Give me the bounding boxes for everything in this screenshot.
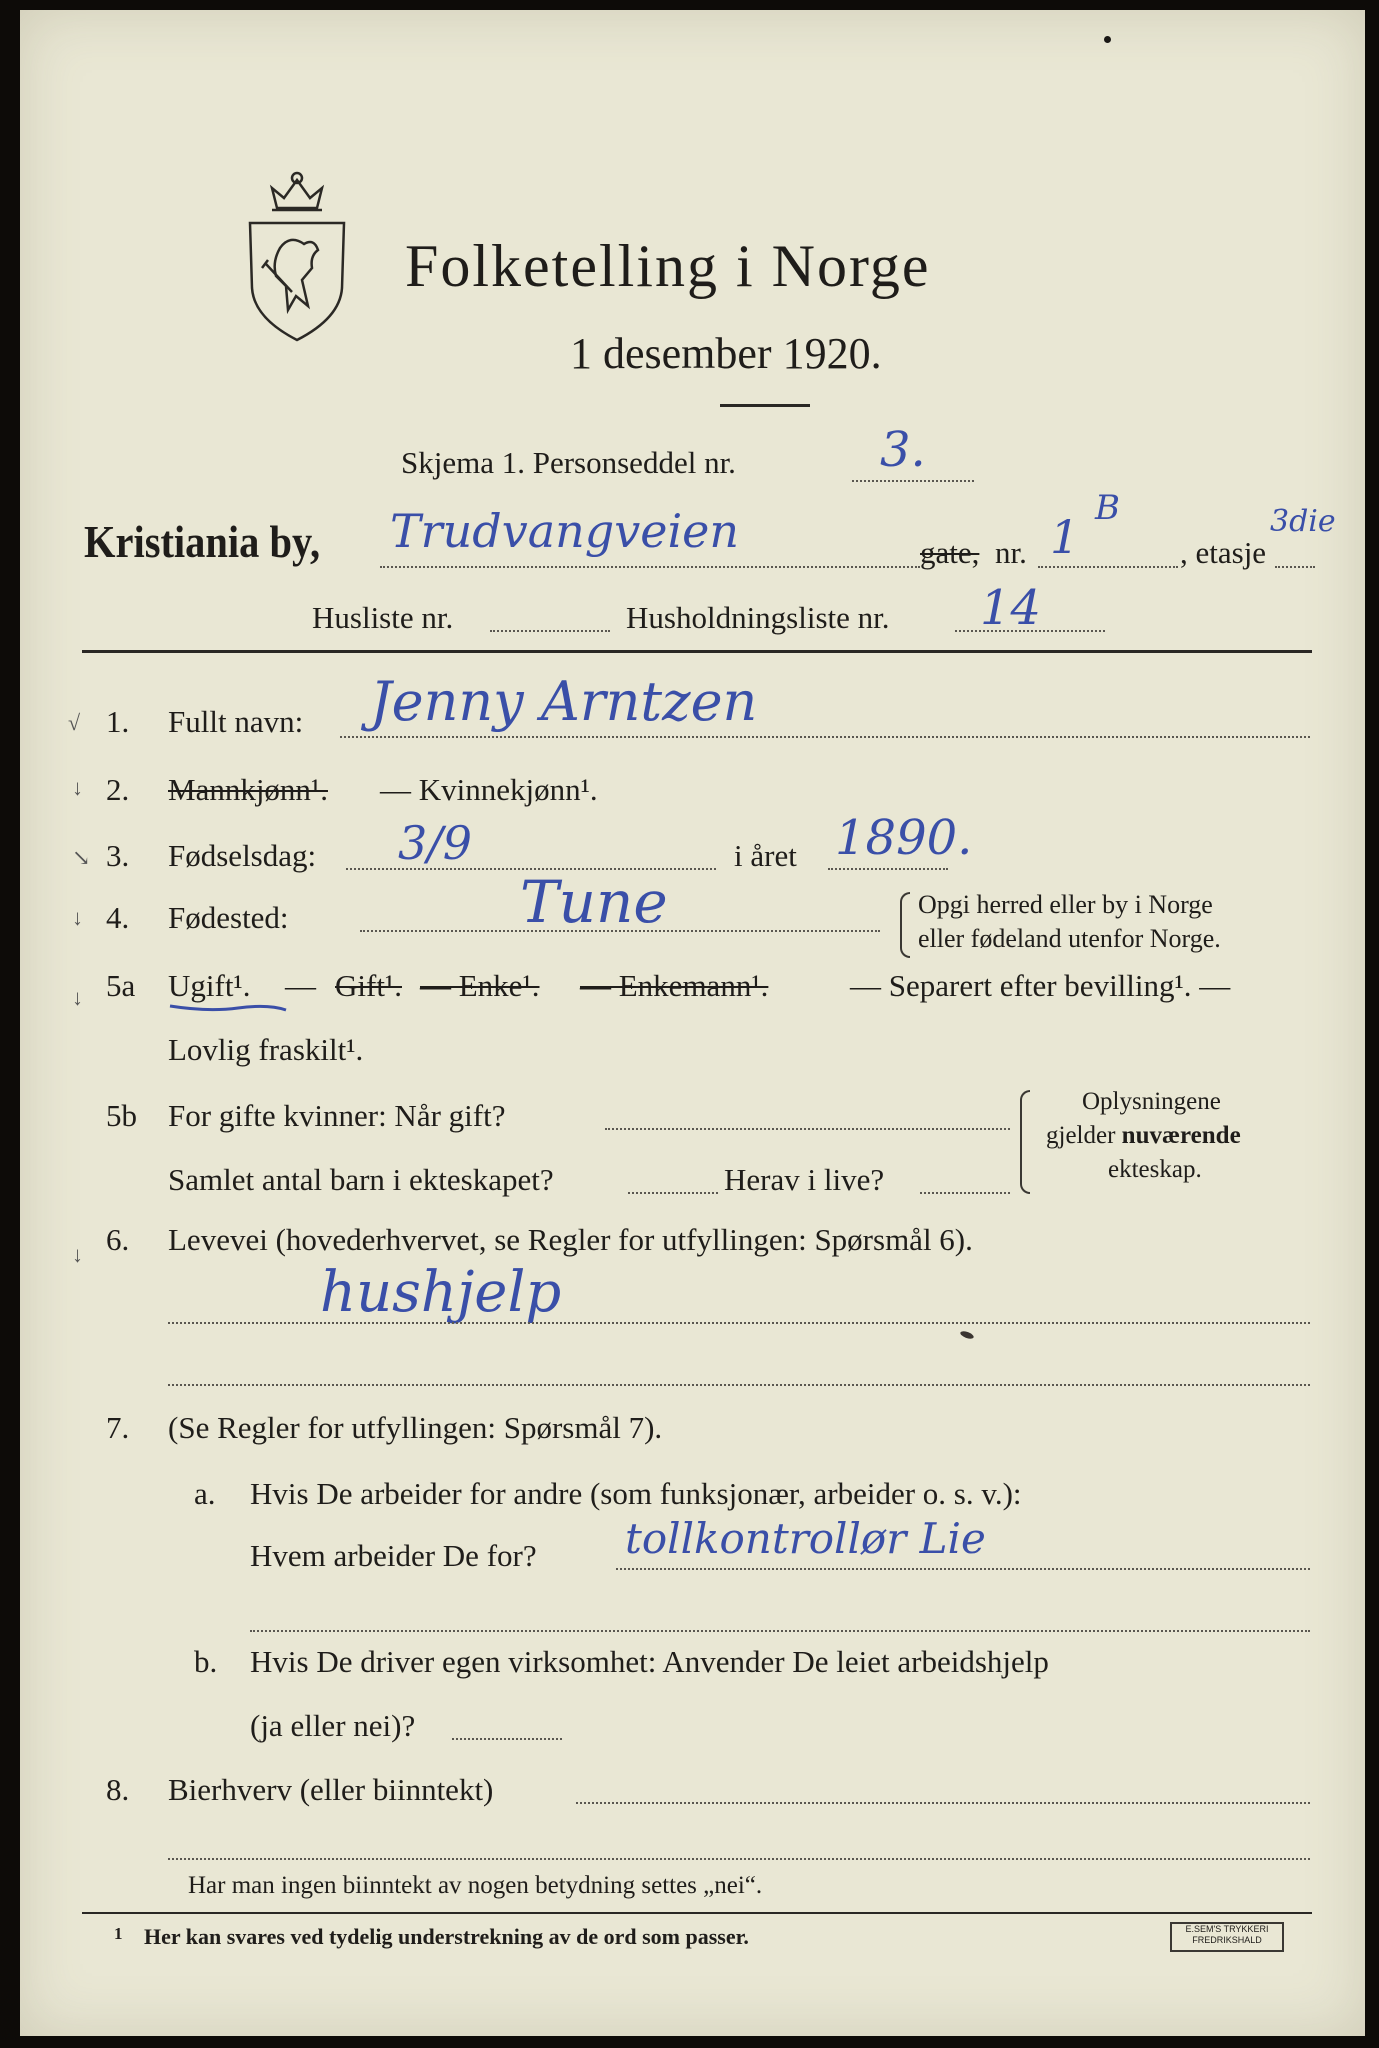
children-label: Samlet antal barn i ekteskapet?: [168, 1162, 554, 1197]
divorced-option[interactable]: Lovlig fraskilt¹.: [168, 1032, 364, 1067]
female-option[interactable]: — Kvinnekjønn¹.: [380, 772, 598, 807]
q7b-text-2: (ja eller nei)?: [250, 1708, 416, 1743]
widow-option[interactable]: — Enke¹.: [420, 968, 540, 1003]
city-label: Kristiania by,: [84, 516, 321, 567]
husliste-label: Husliste nr.: [312, 600, 454, 635]
q7a-letter: a.: [194, 1476, 216, 1511]
q7b-letter: b.: [194, 1644, 218, 1679]
q7-number: 7.: [106, 1410, 130, 1445]
nr-label: nr.: [995, 535, 1027, 570]
form-date: 1 desember 1920.: [570, 329, 882, 378]
q5b-number: 5b: [106, 1098, 137, 1133]
q3-number: 3.: [106, 838, 130, 873]
q1-number: 1.: [106, 704, 130, 739]
footnote-text: Her kan svares ved tydelig understrekning av de ord som passer.: [144, 1924, 749, 1949]
check-mark-icon: √: [68, 710, 81, 735]
male-option[interactable]: Mannkjønn¹.: [168, 772, 328, 807]
q5b-label: For gifte kvinner: Når gift?: [168, 1098, 506, 1133]
q5b-note-line-2: gjelder nuværende: [1046, 1122, 1241, 1149]
etasje-value[interactable]: 3die: [1270, 504, 1336, 539]
ink-spot: [959, 1330, 974, 1340]
husholdningsliste-label: Husholdningsliste nr.: [626, 600, 890, 635]
q5a-number: 5a: [106, 968, 136, 1003]
footer-rule: [82, 1912, 1312, 1914]
birth-date-value[interactable]: 3/9: [398, 816, 473, 870]
q8-note: Har man ingen biinntekt av nogen betydning settes „nei“.: [188, 1872, 763, 1899]
q1-label: Fullt navn:: [168, 704, 304, 739]
q5a-dash: —: [285, 968, 316, 1003]
ink-spot: [1104, 36, 1111, 43]
q5b-note-line-1: Oplysningene: [1082, 1088, 1221, 1115]
q7-label: (Se Regler for utfyllingen: Spørsmål 7).: [168, 1410, 663, 1445]
personseddel-nr-value[interactable]: 3.: [880, 422, 926, 478]
arrow-mark-icon: ↓: [72, 1242, 83, 1267]
q2-number: 2.: [106, 772, 130, 807]
form-title: Folketelling i Norge: [405, 233, 931, 299]
underline-mark: [168, 1000, 288, 1016]
occupation-value[interactable]: hushjelp: [320, 1260, 562, 1325]
q6-number: 6.: [106, 1222, 130, 1257]
title-divider: [720, 404, 810, 407]
married-option[interactable]: Gift¹.: [335, 968, 402, 1003]
coat-of-arms-icon: [232, 168, 362, 348]
q7a-employer-label: Hvem arbeider De for?: [250, 1538, 537, 1573]
q3-label: Fødselsdag:: [168, 838, 317, 873]
footnote-mark: 1: [114, 1924, 123, 1943]
etasje-label: , etasje: [1180, 535, 1267, 570]
q8-number: 8.: [106, 1772, 130, 1807]
nr-suffix-value[interactable]: B: [1095, 488, 1120, 528]
separated-option[interactable]: — Separert efter bevilling¹. —: [850, 968, 1231, 1003]
header-rule: [82, 650, 1312, 653]
gate-label: gate,: [920, 535, 980, 570]
arrow-mark-icon: ↓: [72, 985, 83, 1010]
husholdningsliste-value[interactable]: 14: [980, 580, 1042, 636]
unmarried-option[interactable]: Ugift¹.: [168, 968, 251, 1003]
living-children-label: Herav i live?: [724, 1162, 885, 1197]
q7a-text: Hvis De arbeider for andre (som funksjonær, arbeider o. s. v.):: [250, 1476, 1022, 1511]
birthplace-value[interactable]: Tune: [520, 868, 668, 936]
full-name-value[interactable]: Jenny Arntzen: [370, 670, 758, 733]
schema-label: Skjema 1. Personseddel nr.: [401, 445, 736, 480]
arrow-mark-icon: ↘: [72, 845, 91, 870]
q4-label: Fødested:: [168, 900, 289, 935]
q4-note-line-1: Opgi herred eller by i Norge: [918, 890, 1213, 919]
printer-stamp: E.SEM'S TRYKKERI FREDRIKSHALD: [1170, 1922, 1284, 1952]
census-form-page: [20, 10, 1365, 2036]
q8-label: Bierhverv (eller biinntekt): [168, 1772, 494, 1807]
q3-year-label: i året: [734, 838, 797, 873]
nr-value[interactable]: 1: [1050, 510, 1080, 564]
birth-year-value[interactable]: 1890.: [835, 810, 973, 866]
arrow-mark-icon: ↓: [72, 775, 83, 800]
q5b-note-line-3: ekteskap.: [1108, 1156, 1202, 1183]
q4-number: 4.: [106, 900, 130, 935]
q7b-text: Hvis De driver egen virksomhet: Anvender De leiet arbeidshjelp: [250, 1644, 1049, 1679]
street-value[interactable]: Trudvangveien: [390, 504, 739, 558]
q4-note-line-2: eller fødeland utenfor Norge.: [918, 924, 1221, 953]
q6-label: Levevei (hovederhvervet, se Regler for utfyllingen: Spørsmål 6).: [168, 1222, 973, 1257]
widower-option[interactable]: — Enkemann¹.: [580, 968, 769, 1003]
arrow-mark-icon: ↓: [72, 905, 83, 930]
employer-value[interactable]: tollkontrollør Lie: [625, 1514, 986, 1563]
